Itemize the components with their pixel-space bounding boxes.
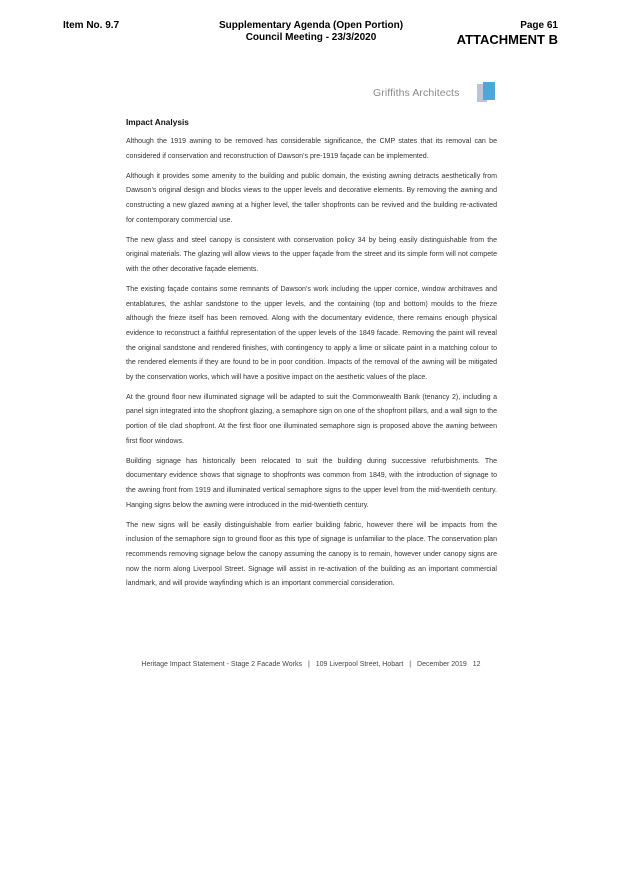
footer-address: 109 Liverpool Street, Hobart	[315, 661, 404, 668]
agenda-header	[170, 20, 452, 44]
footer-separator: |	[307, 661, 310, 668]
footer-separator: |	[409, 661, 412, 668]
agenda-title: Supplementary Agenda (Open Portion)	[218, 20, 404, 31]
page-footer	[0, 661, 622, 668]
item-number: Item No. 9.7	[63, 20, 120, 31]
footer-date: December 2019	[417, 661, 467, 668]
paragraph: Although the 1919 awning to be removed has considerable significance, the CMP states that its removal can be considered if conservation and reconstruction of Dawson’s pre-1919 façade can be implemented.	[126, 138, 497, 160]
paragraph: Building signage has historically been relocated to suit the building during successive refurbishments. The documentary evidence shows that signage to shopfronts was common from 1849, with the introduction of signage to the awning front from 1919 and illuminated vertical semaphore signs to the upper level from the mid-twentieth century. Hanging signs below the awning were introduced in the mid-twentieth century.	[126, 457, 497, 509]
impact-analysis-section	[126, 117, 497, 597]
paragraph: At the ground floor new illuminated signage will be adapted to suit the Commonwealth Bank (tenancy 2), including a panel sign integrated into the shopfront glazing, a semaphore sign on one of the shopfront pillars, and a wall sign to the portion of tile clad shopfront. At the first floor one illuminated semaphore sign is proposed above the awning between first floor windows.	[126, 393, 497, 445]
firm-logo-icon	[477, 82, 495, 102]
paragraph: Although it provides some amenity to the building and public domain, the existing awning detracts aesthetically from Dawson’s original design and blocks views to the upper levels and decorative elements. By removing the awning and constructing a new glazed awning at a higher level, the taller shopfronts can be revived and the building re-activated for contemporary commercial use.	[126, 172, 497, 224]
section-heading: Impact Analysis	[126, 117, 189, 127]
paragraph: The new glass and steel canopy is consistent with conservation policy 34 by being easily distinguishable from the original materials. The glazing will allow views to the upper façade from the street and its simple form will not compete with the other decorative façade elements.	[126, 236, 497, 273]
footer-document: Heritage Impact Statement - Stage 2 Facade Works	[141, 661, 302, 668]
page-header	[457, 20, 558, 47]
paragraph: The new signs will be easily distinguishable from earlier building fabric, however there will be impacts from the inclusion of the semaphore sign to ground floor as this type of signage is unfamiliar to the place. The conservation plan recommends removing signage below the canopy assuming the canopy is to remain, however under canopy signs are now the norm along Liverpool Street. Signage will assist in re-activation of the building as an important commercial landmark, and will provide wayfinding which is an important commercial consideration.	[126, 521, 497, 588]
paragraph: The existing façade contains some remnants of Dawson’s work including the upper cornice, window architraves and entablatures, the ashlar sandstone to the upper levels, and the containing (top and bottom) moulds to the frieze although the frieze itself has been removed. Along with the documentary evidence, there remains enough physical evidence to reconstruct a faithful representation of the upper levels of the 1849 facade. Removing the paint will reveal the original sandstone and rendered finishes, with contingency to apply a lime or silicate paint in a matching colour to the rendered elements if they are found to be in poor condition. Impacts of the removal of the awning will be mitigated by the conservation works, which will have a positive impact on the aesthetic values of the place.	[126, 286, 497, 381]
firm-brand	[373, 82, 459, 104]
meeting-date: Council Meeting - 23/3/2020	[245, 32, 377, 43]
attachment-label: ATTACHMENT B	[456, 32, 558, 47]
firm-name: Griffiths Architects	[373, 87, 460, 99]
page-number: Page 61	[520, 20, 558, 31]
footer-page-number: 12	[472, 661, 481, 668]
